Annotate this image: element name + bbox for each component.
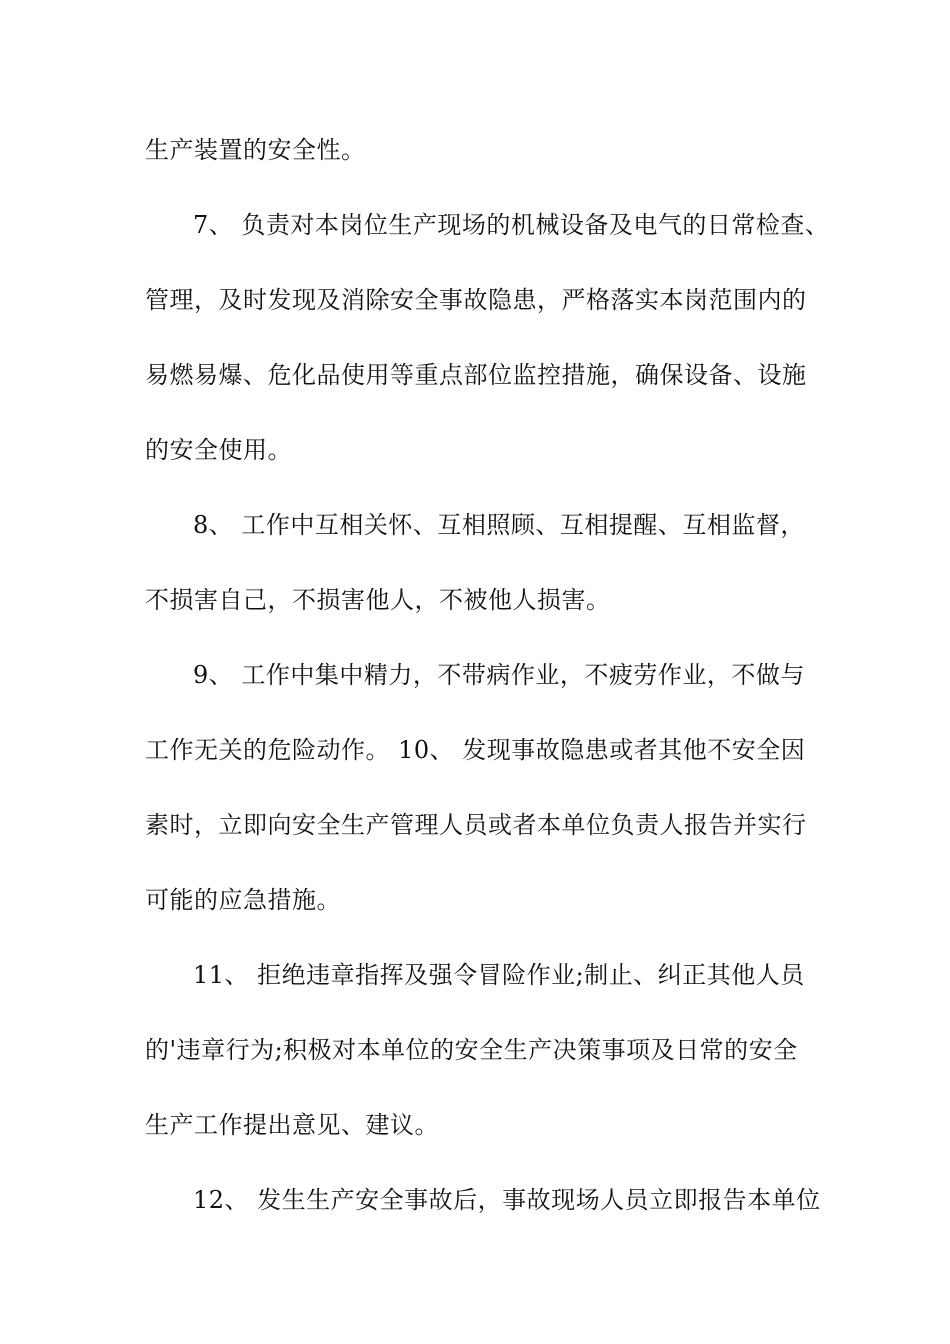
- text-line: 工作无关的危险动作。 10、 发现事故隐患或者其他不安全因: [145, 736, 806, 764]
- text-line: 12、 发生生产安全事故后，事故现场人员立即报告本单位: [193, 1186, 821, 1214]
- text-line: 可能的应急措施。: [145, 886, 341, 914]
- text-line: 素时，立即向安全生产管理人员或者本单位负责人报告并实行: [145, 811, 807, 839]
- text-line: 生产装置的安全性。: [145, 136, 366, 164]
- text-line: 生产工作提出意见、建议。: [145, 1111, 439, 1139]
- text-line: 易燃易爆、危化品使用等重点部位监控措施，确保设备、设施: [145, 361, 807, 389]
- text-line: 7、 负责对本岗位生产现场的机械设备及电气的日常检查、: [193, 211, 830, 239]
- text-line: 不损害自己，不损害他人，不被他人损害。: [145, 586, 611, 614]
- text-line: 的'违章行为;积极对本单位的安全生产决策事项及日常的安全: [145, 1036, 798, 1064]
- text-line: 8、 工作中互相关怀、互相照顾、互相提醒、互相监督，: [193, 511, 805, 539]
- text-line: 管理，及时发现及消除安全事故隐患，严格落实本岗范围内的: [145, 286, 807, 314]
- text-line: 的安全使用。: [145, 436, 292, 464]
- text-line: 11、 拒绝违章指挥及强令冒险作业;制止、纠正其他人员: [193, 961, 805, 989]
- text-line: 9、 工作中集中精力，不带病作业，不疲劳作业，不做与: [193, 661, 805, 689]
